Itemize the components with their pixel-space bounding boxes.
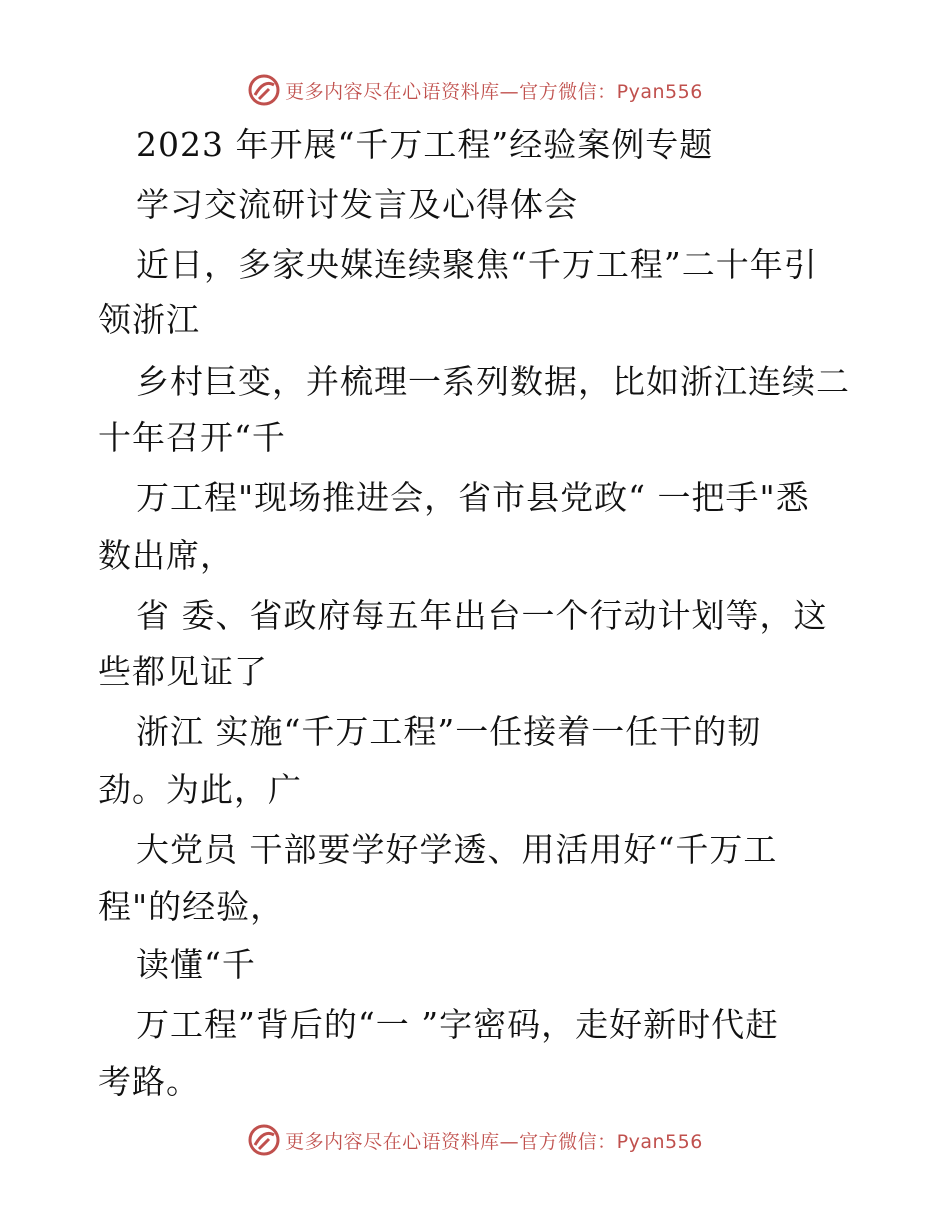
- doc-text-line: 考路。: [98, 1062, 200, 1101]
- doc-title-line-2: 学习交流研讨发言及心得体会: [136, 185, 578, 224]
- doc-text-line: 领浙江: [98, 300, 200, 339]
- doc-text-line: 劲。为此，广: [98, 770, 302, 809]
- doc-text-line: 乡村巨变，并梳理一系列数据，比如浙江连续二: [136, 362, 850, 401]
- footer-watermark: [0, 1120, 950, 1160]
- doc-text-line: 数出席，: [98, 536, 234, 575]
- doc-title-line-1: 2023 年开展“千万工程”经验案例专题: [136, 125, 714, 164]
- doc-text-line: 些都见证了: [98, 652, 268, 691]
- doc-text-line: 大党员 干部要学好学透、用活用好“千万工: [136, 830, 778, 869]
- doc-text-line: 万工程"现场推进会，省市县党政“ 一把手"悉: [136, 478, 810, 517]
- doc-text-line: 万工程”背后的“一 ”字密码，走好新时代赶: [136, 1005, 780, 1044]
- doc-text-line: 读懂“千: [136, 945, 256, 984]
- doc-text-line: 程"的经验，: [98, 887, 285, 926]
- brand-logo-icon: [247, 1123, 281, 1157]
- header-watermark: [0, 70, 950, 110]
- watermark-text: 更多内容尽在心语资料库—官方微信：Pyan556: [285, 1130, 703, 1153]
- watermark-text: 更多内容尽在心语资料库—官方微信：Pyan556: [285, 80, 703, 103]
- doc-text-line: 省 委、省政府每五年出台一个行动计划等，这: [136, 596, 828, 635]
- doc-text-line: 近日，多家央媒连续聚焦“千万工程”二十年引: [136, 245, 818, 284]
- doc-text-line: 浙江 实施“千万工程”一任接着一任干的韧: [136, 712, 762, 751]
- doc-text-line: 十年召开“千: [98, 418, 286, 457]
- brand-logo-icon: [247, 73, 281, 107]
